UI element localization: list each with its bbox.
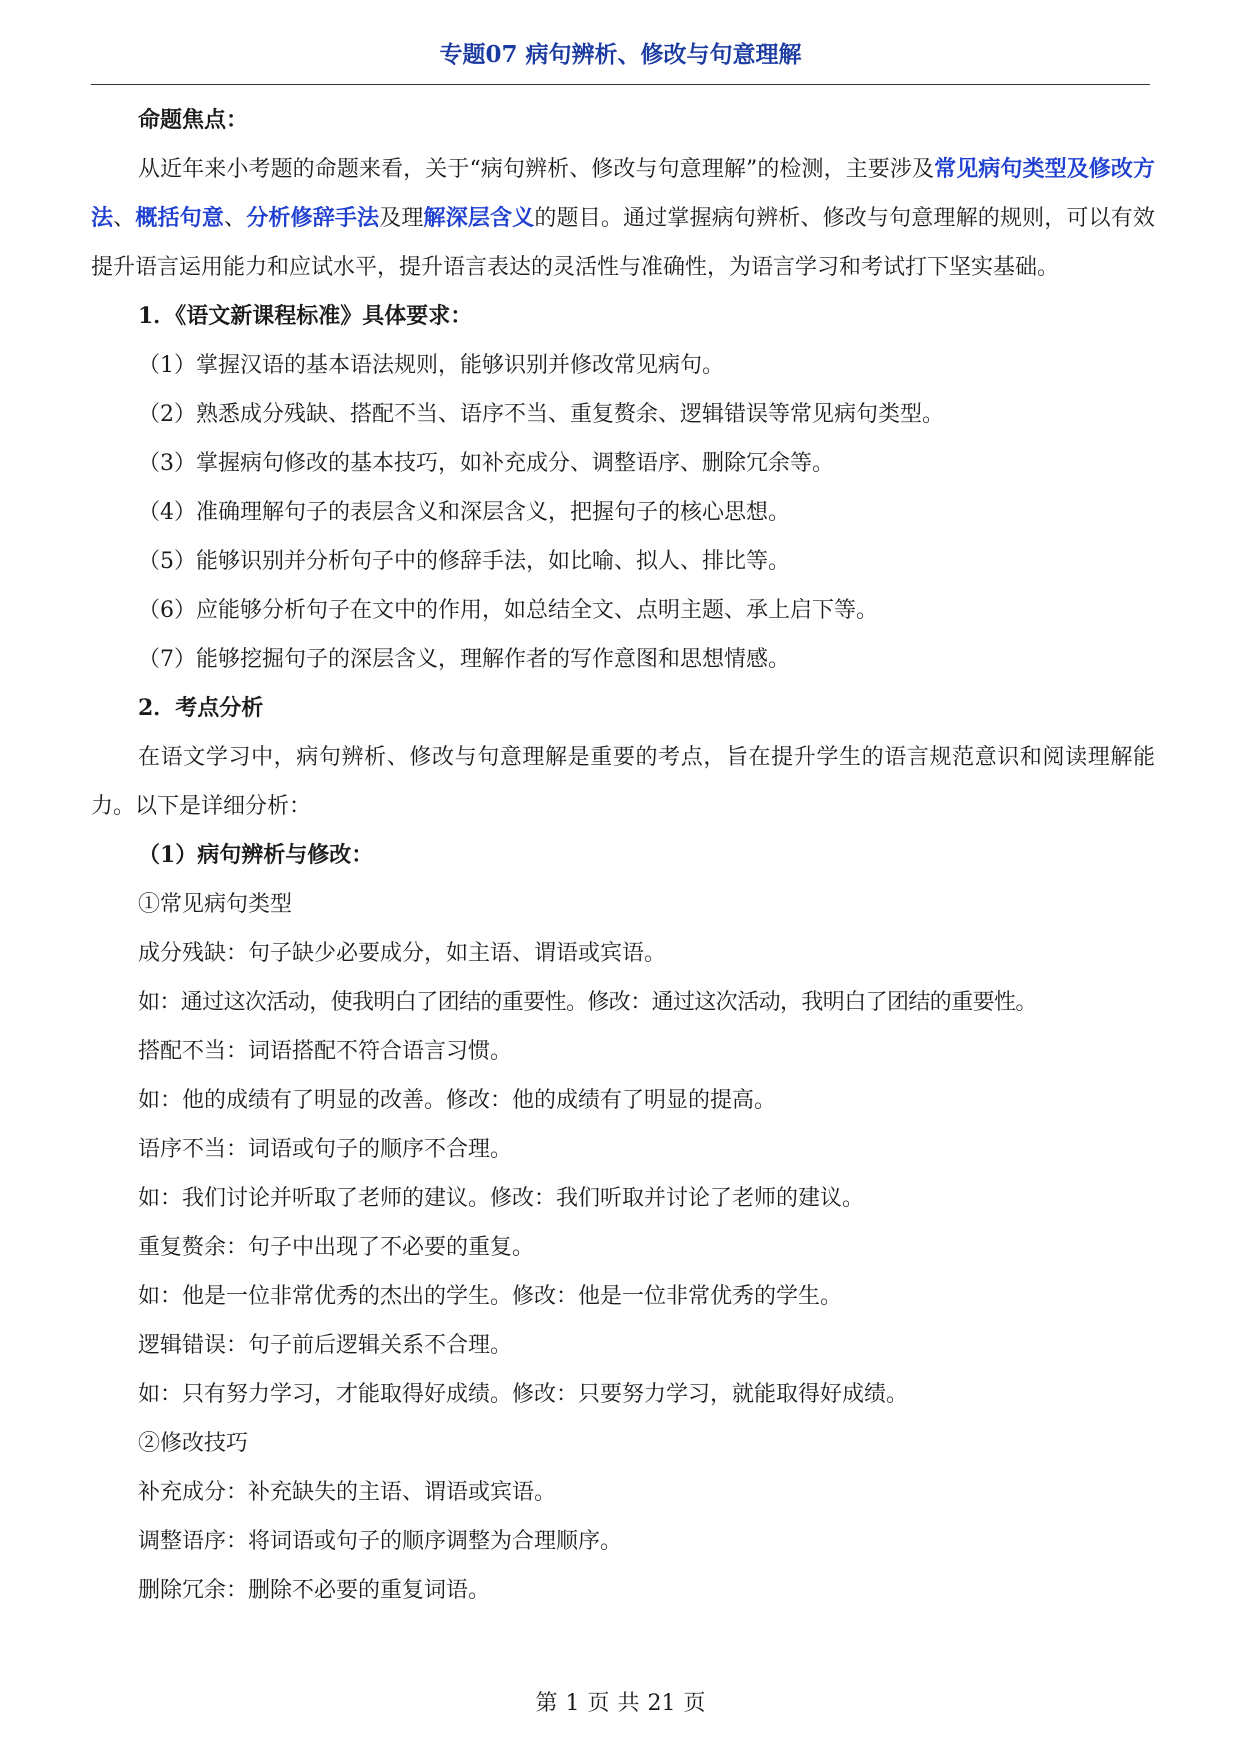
- standard-item: （5）能够识别并分析句子中的修辞手法，如比喻、拟人、排比等。: [138, 549, 790, 574]
- focus-text-3: 的题目。通过掌握病句辨析、修改与句意理解的规则，可以有效提升语言运用能力和应试水平，提升语言表达的灵活性与准确性，为语言学习和考试打下坚实基础。: [91, 206, 1155, 280]
- focus-sep-2: 、: [224, 206, 247, 231]
- focus-text-2: 及理: [379, 206, 424, 231]
- type-line: 成分残缺：句子缺少必要成分，如主语、谓语或宾语。: [138, 941, 667, 966]
- example-line: 如：我们讨论并听取了老师的建议。修改：我们听取并讨论了老师的建议。: [138, 1186, 865, 1211]
- footer-word: 第: [535, 1691, 558, 1716]
- tip-line: 删除冗余：删除不必要的重复词语。: [138, 1578, 491, 1603]
- section2-title: 2．考点分析: [138, 695, 264, 721]
- example-line: 如：只有努力学习，才能取得好成绩。修改：只要努力学习，就能取得好成绩。: [138, 1382, 909, 1407]
- standard-item: （6）应能够分析句子在文中的作用，如总结全文、点明主题、承上启下等。: [138, 598, 878, 623]
- example-line: 如：通过这次活动，使我明白了团结的重要性。修改：通过这次活动，我明白了团结的重要性。: [138, 990, 1037, 1015]
- example-line: 如：他的成绩有了明显的改善。修改：他的成绩有了明显的提高。: [138, 1088, 777, 1113]
- tips-title: ②修改技巧: [138, 1431, 249, 1456]
- focus-sep-1: 、: [113, 206, 136, 231]
- highlight-deep-meaning: 解深层含义: [423, 205, 535, 231]
- highlight-sentence-types: 常见病句类型及修改方法: [91, 156, 1155, 231]
- focus-title: 命题焦点：: [138, 107, 249, 133]
- tip-line: 补充成分：补充缺失的主语、谓语或宾语。: [138, 1480, 557, 1505]
- standard-item: （2）熟悉成分残缺、搭配不当、语序不当、重复赘余、逻辑错误等常见病句类型。: [138, 402, 944, 427]
- types-title: ①常见病句类型: [138, 892, 293, 917]
- type-line: 重复赘余：句子中出现了不必要的重复。: [138, 1235, 535, 1260]
- standard-item: （4）准确理解句子的表层含义和深层含义，把握句子的核心思想。: [138, 500, 790, 525]
- page-footer: [0, 1686, 1241, 1717]
- document-body: [91, 96, 1155, 1615]
- standard-item: （3）掌握病句修改的基本技巧，如补充成分、调整语序、删除冗余等。: [138, 451, 834, 476]
- focus-paragraph: [91, 145, 1155, 292]
- highlight-summarize-meaning: 概括句意: [135, 205, 225, 231]
- section1-title: 1．《语文新课程标准》具体要求：: [138, 303, 473, 329]
- type-line: 逻辑错误：句子前后逻辑关系不合理。: [138, 1333, 513, 1358]
- standard-item: （7）能够挖掘句子的深层含义，理解作者的写作意图和思想情感。: [138, 647, 790, 672]
- tip-line: 调整语序：将词语或句子的顺序调整为合理顺序。: [138, 1529, 623, 1554]
- current-page-number: 1: [565, 1691, 580, 1716]
- standard-item: （1）掌握汉语的基本语法规则，能够识别并修改常见病句。: [138, 353, 724, 378]
- total-page-count: 21: [647, 1691, 676, 1716]
- footer-word: 页: [683, 1691, 706, 1716]
- header-divider: [91, 84, 1150, 85]
- subsection-title: （1）病句辨析与修改：: [138, 842, 374, 868]
- footer-word: 共: [617, 1691, 640, 1716]
- focus-text-1: 从近年来小考题的命题来看，关于“病句辨析、修改与句意理解”的检测，主要涉及: [138, 157, 935, 182]
- type-line: 搭配不当：词语搭配不符合语言习惯。: [138, 1039, 513, 1064]
- section2-intro: 在语文学习中，病句辨析、修改与句意理解是重要的考点，旨在提升学生的语言规范意识和阅读理解能力。以下是详细分析：: [91, 745, 1155, 819]
- example-line: 如：他是一位非常优秀的杰出的学生。修改：他是一位非常优秀的学生。: [138, 1284, 843, 1309]
- type-line: 语序不当：词语或句子的顺序不合理。: [138, 1137, 513, 1162]
- page-header-title: 专题07 病句辨析、修改与句意理解: [439, 41, 802, 68]
- highlight-rhetoric: 分析修辞手法: [246, 205, 380, 231]
- footer-word: 页: [587, 1691, 610, 1716]
